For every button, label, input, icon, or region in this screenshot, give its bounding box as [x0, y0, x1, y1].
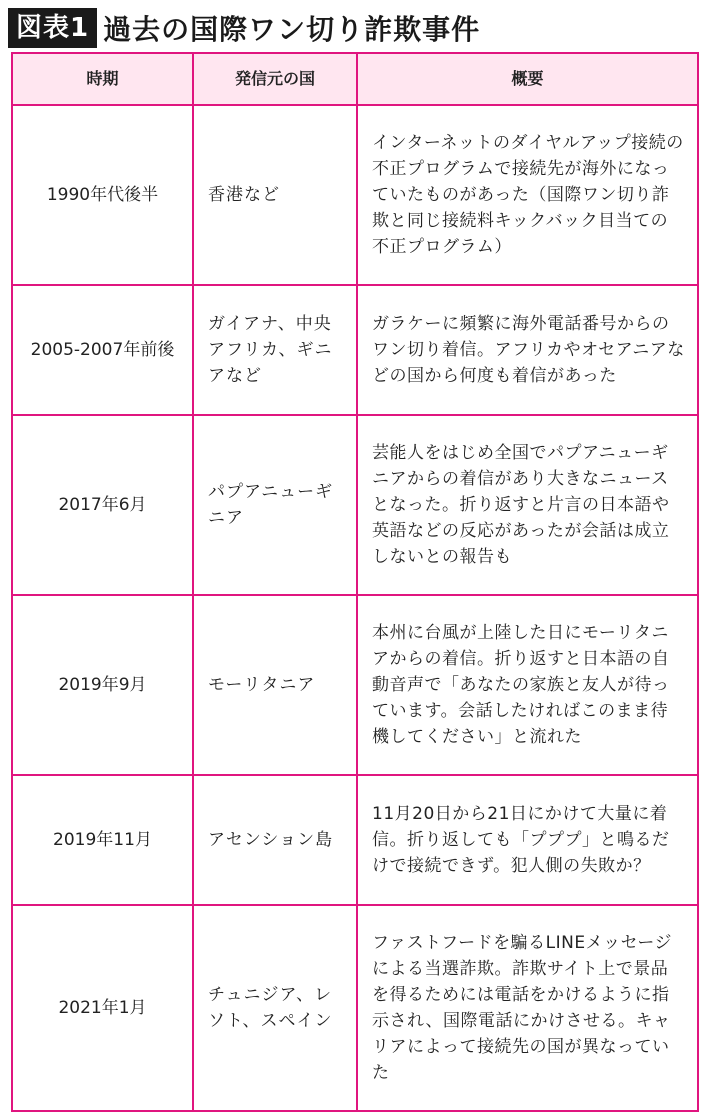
column-header-period: 時期 — [12, 53, 193, 105]
figure-title-row — [8, 8, 480, 48]
incident-table — [11, 52, 699, 1112]
period-cell: 1990年代後半 — [12, 105, 193, 285]
period-cell: 2017年6月 — [12, 415, 193, 595]
period-cell: 2021年1月 — [12, 905, 193, 1111]
table-header-row — [12, 53, 698, 105]
figure-title: 過去の国際ワン切り詐欺事件 — [103, 13, 481, 46]
table-row — [12, 415, 698, 595]
origin-cell: ガイアナ、中央アフリカ、ギニアなど — [193, 285, 357, 415]
origin-cell: アセンション島 — [193, 775, 357, 905]
period-cell: 2019年9月 — [12, 595, 193, 775]
period-cell: 2019年11月 — [12, 775, 193, 905]
summary-cell: 本州に台風が上陸した日にモーリタニアからの着信。折り返すと日本語の自動音声で「あなたの家族と友人が待っています。会話したければこのまま待機してください」と流れた — [357, 595, 698, 775]
table-row — [12, 595, 698, 775]
period-cell: 2005-2007年前後 — [12, 285, 193, 415]
table-row — [12, 775, 698, 905]
column-header-origin: 発信元の国 — [193, 53, 357, 105]
summary-cell: インターネットのダイヤルアップ接続の不正プログラムで接続先が海外になっていたものがあった（国際ワン切り詐欺と同じ接続料キックバック目当ての不正プログラム） — [357, 105, 698, 285]
column-header-summary: 概要 — [357, 53, 698, 105]
origin-cell: パプアニューギニア — [193, 415, 357, 595]
origin-cell: チュニジア、レソト、スペイン — [193, 905, 357, 1111]
table-row — [12, 285, 698, 415]
figure-label: 図表1 — [8, 8, 97, 48]
table-row — [12, 905, 698, 1111]
summary-cell: 芸能人をはじめ全国でパプアニューギニアからの着信があり大きなニュースとなった。折り返すと片言の日本語や英語などの反応があったが会話は成立しないとの報告も — [357, 415, 698, 595]
summary-cell: 11月20日から21日にかけて大量に着信。折り返しても「プププ」と鳴るだけで接続できず。犯人側の失敗か？ — [357, 775, 698, 905]
origin-cell: モーリタニア — [193, 595, 357, 775]
table-row — [12, 105, 698, 285]
summary-cell: ガラケーに頻繁に海外電話番号からのワン切り着信。アフリカやオセアニアなどの国から何度も着信があった — [357, 285, 698, 415]
origin-cell: 香港など — [193, 105, 357, 285]
summary-cell: ファストフードを騙るLINEメッセージによる当選詐欺。詐欺サイト上で景品を得るためには電話をかけるように指示され、国際電話にかけさせる。キャリアによって接続先の国が異なっていた — [357, 905, 698, 1111]
